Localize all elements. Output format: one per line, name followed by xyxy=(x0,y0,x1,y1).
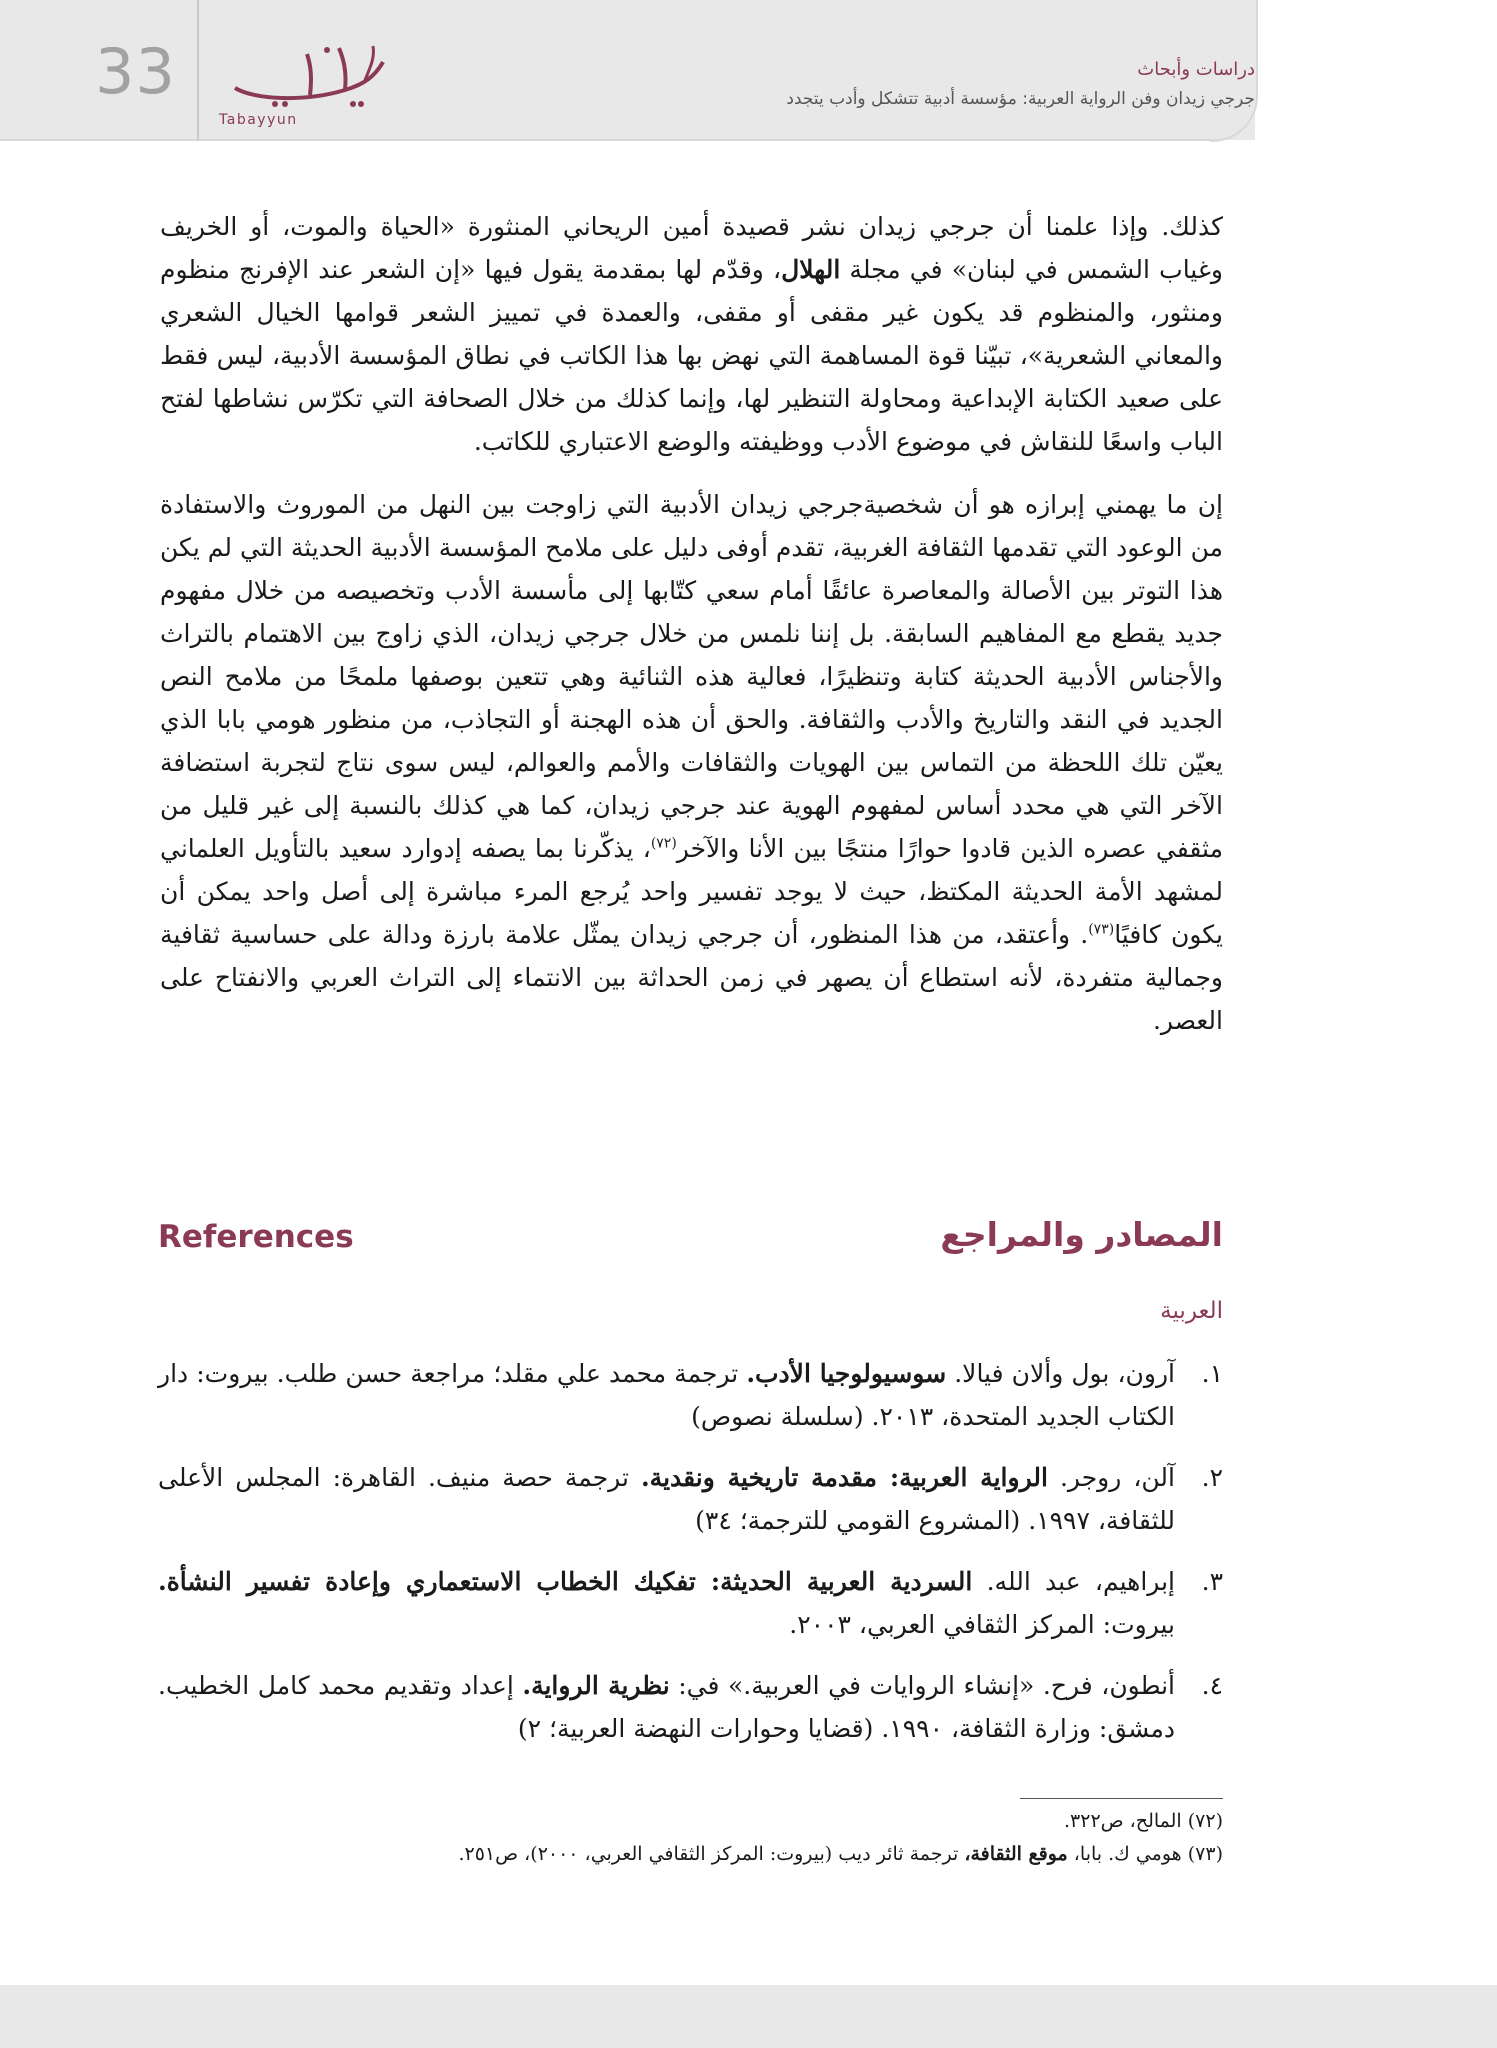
body-text xyxy=(160,205,1223,1062)
section-label: دراسات وأبحاث xyxy=(1137,59,1255,80)
header-divider xyxy=(197,0,199,140)
references-heading-en: References xyxy=(158,1219,354,1255)
footnotes xyxy=(158,1805,1223,1871)
journal-name: الهلال xyxy=(781,255,841,284)
references-subheading: العربية xyxy=(1160,1298,1223,1324)
footnote-ref-73[interactable]: (٧٣) xyxy=(1088,921,1115,938)
tabayyun-logo-mark xyxy=(215,40,405,110)
tabayyun-logo xyxy=(215,40,405,130)
reference-list xyxy=(158,1352,1223,1768)
paragraph-2: إن ما يهمني إبرازه هو أن شخصيةجرجي زيدان الأدبية التي زاوجت بين النهل من الموروث والاستفادة من الوعود التي تقدمها الثقافة الغربية، تقدم أوفى دليل على ملامح المؤسسة الأدبية الحديثة التي لم يكن هذا التوتر بين الأصالة والمعاصرة عائقًا أمام سعي كتّابها إلى مأسسة الأدب وتخصيصه من خلال مفهوم جديد يقطع مع المفاهيم السابقة. بل إننا نلمس من خلال جرجي زيدان، الذي زاوج بين الاهتمام بالتراث والأجناس الأدبية الحديثة كتابة وتنظيرًا، فعالية هذه الثنائية وهي تتعين بوصفها ملمحًا من ملامح النص الجديد في النقد والتاريخ والأدب والثقافة. والحق أن هذه الهجنة أو التجاذب، من منظور هومي بابا الذي يعيّن تلك اللحظة من التماس بين الهويات والثقافات والأمم والعوالم، ليس سوى نتاج لتجربة استضافة الآخر التي هي محدد أساس لمفهوم الهوية عند جرجي زيدان، كما هي كذلك بالنسبة إلى غير قليل من مثقفي عصره الذين قادوا حوارًا منتجًا بين الأنا والآخر$^{(٧٢)}$، يذكّرنا بما يصفه إدوارد سعيد بالتأويل العلماني لمشهد الأمة الحديثة المكتظ، حيث لا يوجد تفسير واحد يُرجع المرء مباشرة إلى أصل واحد يمكن أن يكون كافيًا$^{(٧٣)}$. وأعتقد، من هذا المنظور، أن جرجي زيدان يمثّل علامة بارزة ودالة على حساسية ثقافية وجمالية متفردة، لأنه استطاع أن يصهر في زمن الحداثة بين الانتماء إلى التراث العربي والانفتاح على العصر. xyxy=(160,490,1223,1035)
running-title: جرجي زيدان وفن الرواية العربية: مؤسسة أدبية تتشكل وأدب يتجدد xyxy=(786,89,1255,109)
footnote-73: (٧٣) هومي ك. بابا، موقع الثقافة، ترجمة ثائر ديب (بيروت: المركز الثقافي العربي، ٢٠٠٠)، ص٢٥١. xyxy=(458,1843,1223,1865)
logo-latin-text: Tabayyun xyxy=(219,112,298,128)
reference-item: ٣. إبراهيم، عبد الله. السردية العربية الحديثة: تفكيك الخطاب الاستعماري وإعادة تفسير النشأة. بيروت: المركز الثقافي العربي، ٢٠٠٣. xyxy=(158,1567,1223,1639)
page-number: 33 xyxy=(95,35,176,108)
references-heading xyxy=(158,1215,1223,1265)
running-header xyxy=(555,58,1255,112)
footnote-ref-72[interactable]: (٧٢) xyxy=(650,835,677,852)
footnote-72: (٧٢) المالح، ص٣٢٢. xyxy=(1063,1810,1223,1832)
paragraph-1: كذلك. وإذا علمنا أن جرجي زيدان نشر قصيدة أمين الريحاني المنثورة «الحياة والموت، أو الخريف وغياب الشمس في لبنان» في مجلة الهلال، وقدّم لها بمقدمة يقول فيها «إن الشعر عند الإفرنج منظوم ومنثور، والمنظوم قد يكون غير مقفى أو مقفى، والعمدة في تمييز الشعر قوامها الخيال الشعري والمعاني الشعرية»، تبيّنا قوة المساهمة التي نهض بها هذا الكاتب في نطاق المؤسسة الأدبية، ليس فقط على صعيد الكتابة الإبداعية ومحاولة التنظير لها، وإنما كذلك من خلال الصحافة التي تكرّس نشاطها لفتح الباب واسعًا للنقاش في موضوع الأدب ووظيفته والوضع الاعتباري للكاتب. xyxy=(160,212,1223,456)
references-heading-ar: المصادر والمراجع xyxy=(940,1215,1223,1254)
reference-item: ١. آرون، بول وألان فيالا. سوسيولوجيا الأدب. ترجمة محمد علي مقلد؛ مراجعة حسن طلب. بيروت: دار الكتاب الجديد المتحدة، ٢٠١٣. (سلسلة نصوص) xyxy=(158,1359,1223,1431)
footnote-rule xyxy=(1020,1798,1223,1799)
reference-item: ٤. أنطون، فرح. «إنشاء الروايات في العربية.» في: نظرية الرواية. إعداد وتقديم محمد كامل الخطيب. دمشق: وزارة الثقافة، ١٩٩٠. (قضايا وحوارات النهضة العربية؛ ٢) xyxy=(158,1671,1223,1743)
header-rule xyxy=(0,139,1220,141)
footer-band xyxy=(0,1985,1497,2048)
reference-item: ٢. آلن، روجر. الرواية العربية: مقدمة تاريخية ونقدية. ترجمة حصة منيف. القاهرة: المجلس الأعلى للثقافة، ١٩٩٧. (المشروع القومي للترجمة؛ ٣٤) xyxy=(158,1463,1223,1535)
